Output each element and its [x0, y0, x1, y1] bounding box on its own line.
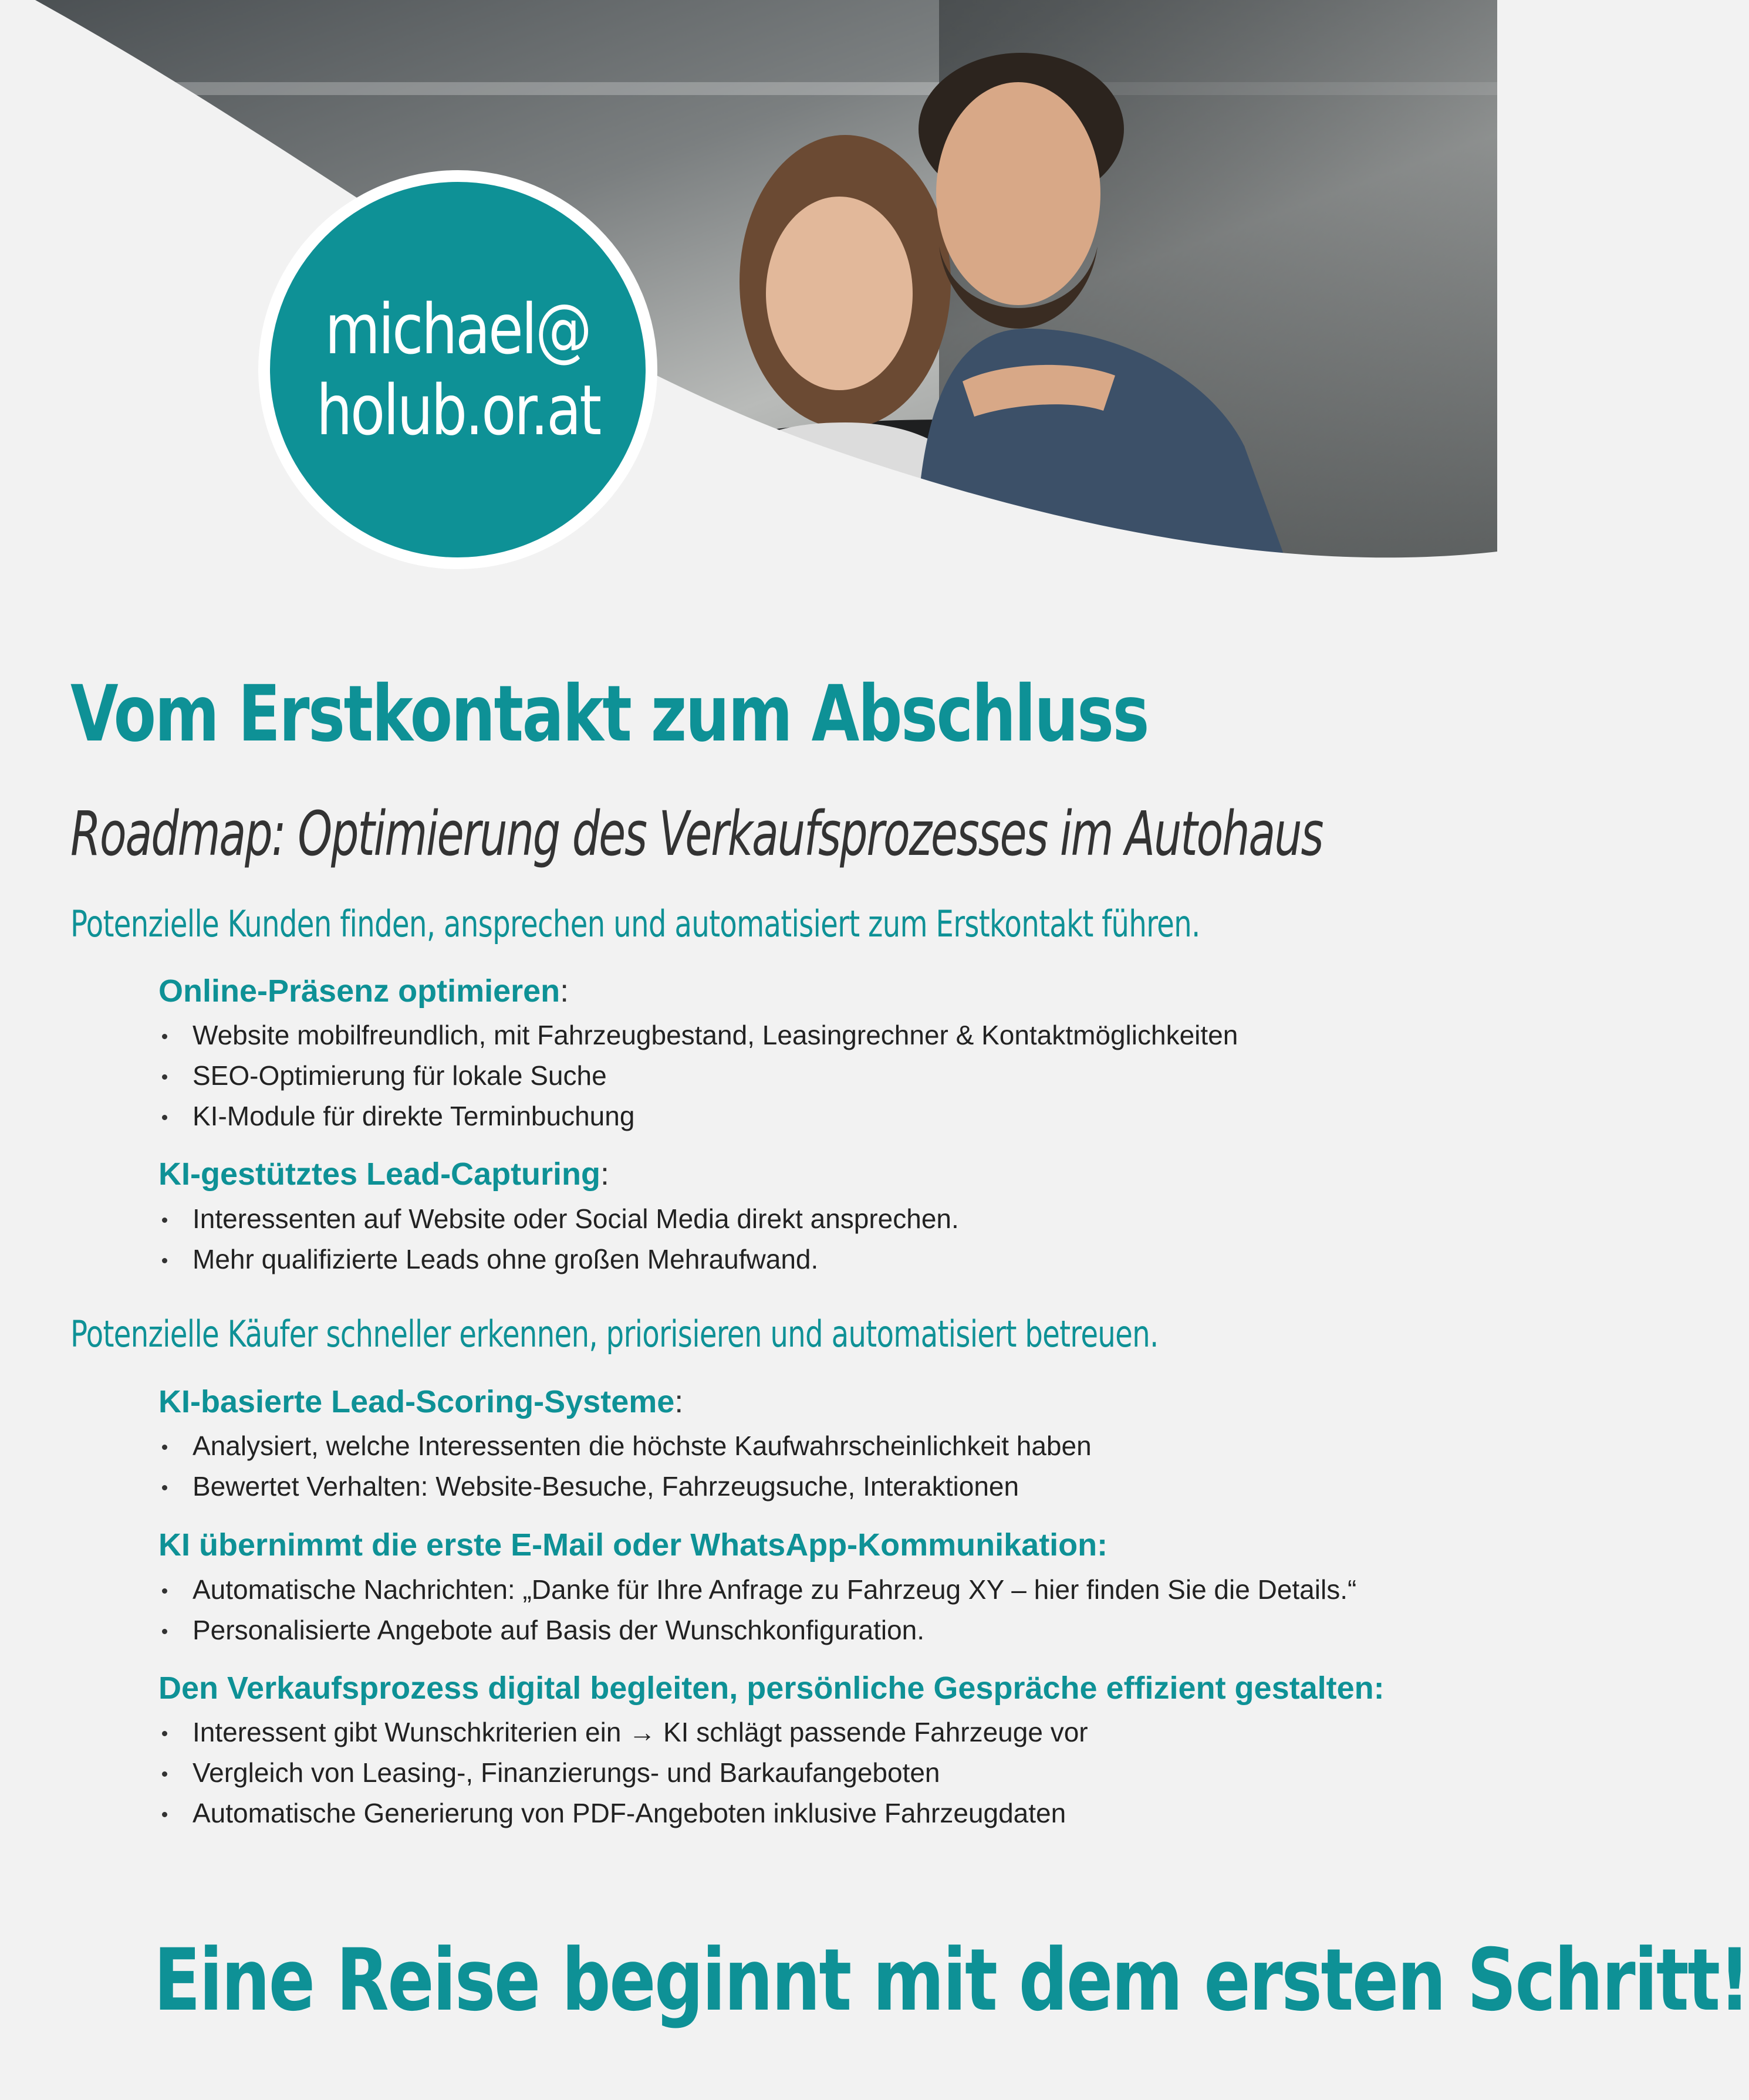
group-heading-lead-capturing: KI-gestütztes Lead-Capturing: — [158, 1156, 610, 1192]
list-item: Personalisierte Angebote auf Basis der Wunschkonfiguration. — [158, 1610, 1356, 1651]
list-item: Analysiert, welche Interessenten die höchste Kaufwahrscheinlichkeit haben — [158, 1426, 1092, 1466]
list-item: SEO-Optimierung für lokale Suche — [158, 1056, 1238, 1096]
group-heading-online-presence: Online-Präsenz optimieren: — [158, 973, 569, 1009]
list-item: Bewertet Verhalten: Website-Besuche, Fahrzeugsuche, Interaktionen — [158, 1466, 1092, 1507]
list-online-presence — [158, 1015, 1238, 1137]
email-badge — [258, 170, 657, 569]
list-item: Interessent gibt Wunschkriterien ein → KI schlägt passende Fahrzeuge vor — [158, 1712, 1088, 1753]
list-item: Interessenten auf Website oder Social Media direkt ansprechen. — [158, 1199, 959, 1239]
closing-slogan: Eine Reise beginnt mit dem ersten Schritt! — [154, 1930, 1749, 2030]
section-heading-lead-generation: Potenzielle Kunden finden, ansprechen und automatisiert zum Erstkontakt führen. — [70, 902, 1200, 945]
list-item: KI-Module für direkte Terminbuchung — [158, 1096, 1238, 1137]
list-lead-capturing — [158, 1199, 959, 1280]
page-subtitle: Roadmap: Optimierung des Verkaufsprozesses im Autohaus — [70, 798, 1323, 870]
hero-photo — [0, 0, 1497, 587]
page-title: Vom Erstkontakt zum Abschluss — [70, 669, 1149, 759]
group-heading-lead-scoring: KI-basierte Lead-Scoring-Systeme: — [158, 1384, 684, 1419]
list-first-contact — [158, 1570, 1356, 1651]
smiling-couple-photo-icon — [0, 0, 1497, 587]
email-line-1: michael@ — [325, 289, 590, 370]
email-link[interactable] — [270, 182, 646, 557]
list-item: Mehr qualifizierte Leads ohne großen Mehraufwand. — [158, 1239, 959, 1280]
section-heading-lead-prioritization: Potenzielle Käufer schneller erkennen, priorisieren und automatisiert betreuen. — [70, 1313, 1159, 1355]
list-lead-scoring — [158, 1426, 1092, 1507]
list-sales-process — [158, 1712, 1088, 1834]
group-heading-first-contact: KI übernimmt die erste E-Mail oder WhatsApp-Kommunikation: — [158, 1527, 1108, 1563]
group-heading-sales-process: Den Verkaufsprozess digital begleiten, persönliche Gespräche effizient gestalten: — [158, 1670, 1385, 1706]
list-item: Vergleich von Leasing-, Finanzierungs- und Barkaufangeboten — [158, 1753, 1088, 1793]
email-line-2: holub.or.at — [316, 370, 600, 451]
list-item: Website mobilfreundlich, mit Fahrzeugbestand, Leasingrechner & Kontaktmöglichkeiten — [158, 1015, 1238, 1056]
list-item: Automatische Generierung von PDF-Angeboten inklusive Fahrzeugdaten — [158, 1793, 1088, 1834]
list-item: Automatische Nachrichten: „Danke für Ihre Anfrage zu Fahrzeug XY – hier finden Sie die Details.“ — [158, 1570, 1356, 1610]
